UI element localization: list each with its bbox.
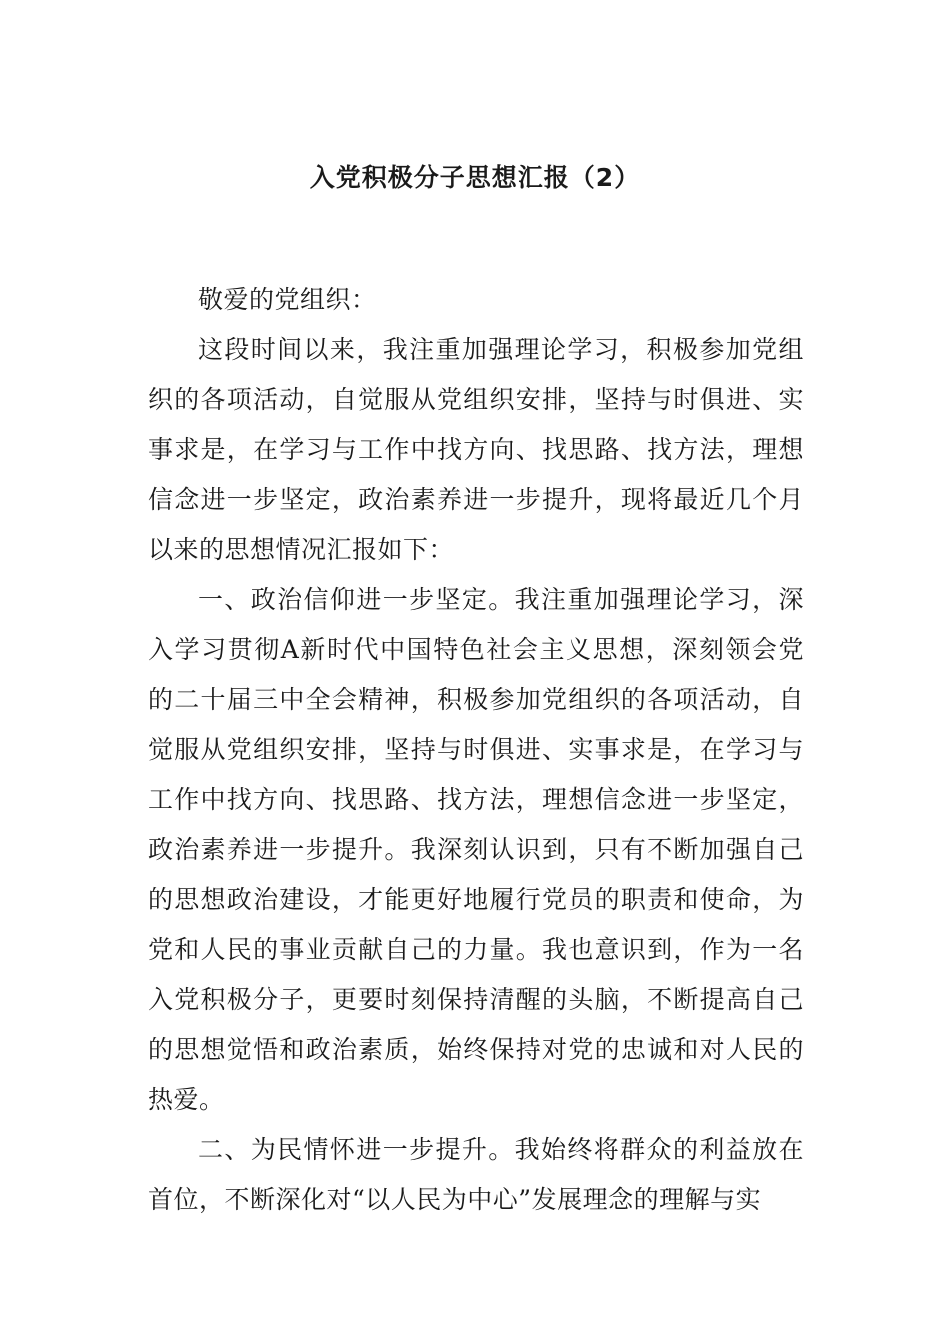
document-title: 入党积极分子思想汇报（2） bbox=[309, 163, 641, 192]
salutation: 敬爱的党组织： bbox=[198, 285, 377, 314]
paragraph-political-belief: 一、政治信仰进一步坚定。我注重加强理论学习，深入学习贯彻A新时代中国特色社会主义思想，深刻领会党的二十届三中全会精神，积极参加党组织的各项活动，自觉服从党组织安排，坚持与时俱进、实事求是，在学习与工作中找方向、找思路、找方法，理想信念进一步坚定，政治素养进一步提升。我深刻认识到，只有不断加强自己的思想政治建设，才能更好地履行党员的职责和使命，为党和人民的事业贡献自己的力量。我也意识到，作为一名入党积极分子，更要时刻保持清醒的头脑，不断提高自己的思想觉悟和政治素质，始终保持对党的忠诚和对人民的热爱。 bbox=[148, 585, 804, 1114]
paragraph-people-first: 二、为民情怀进一步提升。我始终将群众的利益放在首位，不断深化对“以人民为中心”发展理念的理解与实 bbox=[148, 1135, 804, 1214]
paragraph-intro: 这段时间以来，我注重加强理论学习，积极参加党组织的各项活动，自觉服从党组织安排，坚持与时俱进、实事求是，在学习与工作中找方向、找思路、找方法，理想信念进一步坚定，政治素养进一步提升，现将最近几个月以来的思想情况汇报如下： bbox=[148, 335, 804, 564]
document-body bbox=[148, 275, 804, 1225]
